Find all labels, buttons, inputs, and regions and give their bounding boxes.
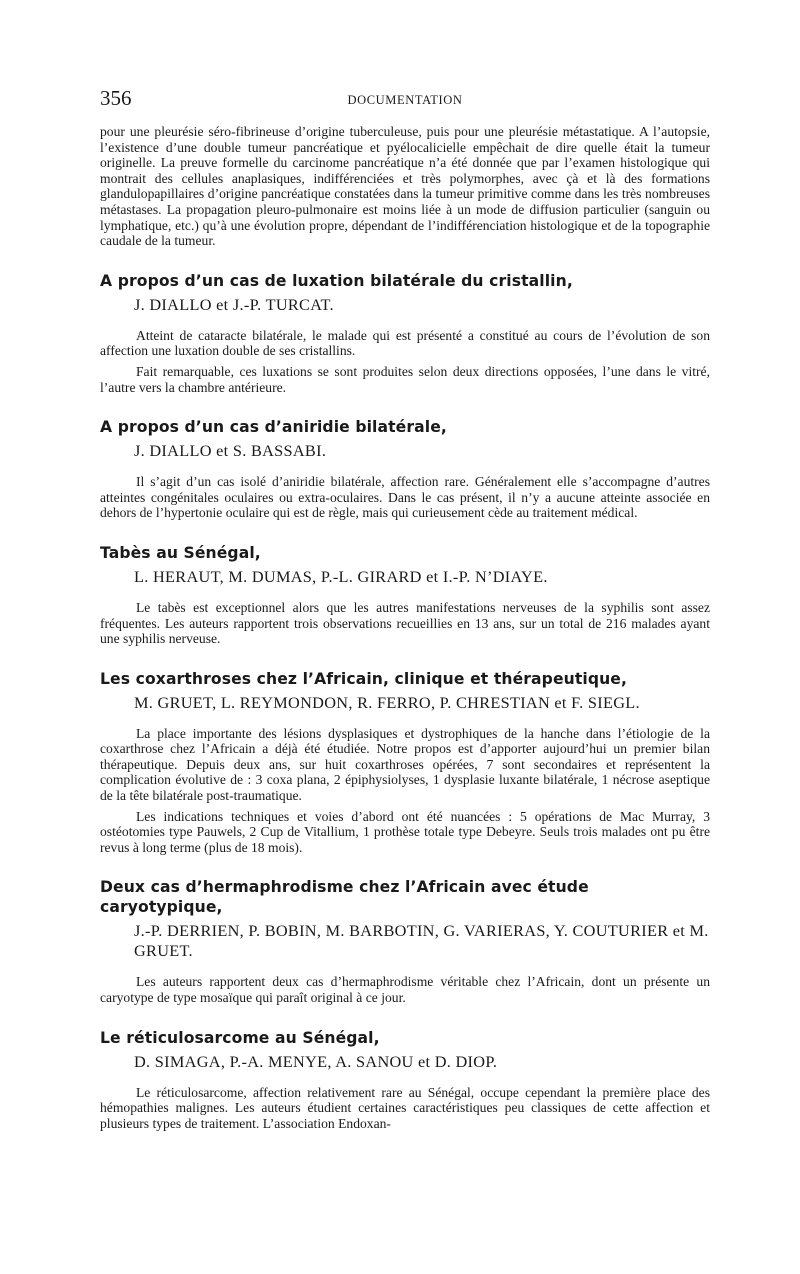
article-authors: D. SIMAGA, P.-A. MENYE, A. SANOU et D. DIOP. [134, 1051, 498, 1071]
article-title: Le réticulosarcome au Sénégal, [100, 1028, 380, 1047]
article-title: Deux cas d’hermaphrodisme chez l’Africain avec étude caryotypique, [100, 878, 589, 917]
article-4 [100, 669, 710, 856]
article-title: Tabès au Sénégal, [100, 543, 261, 562]
article-paragraph: Il s’agit d’un cas isolé d’aniridie bilatérale, affection rare. Généralement elle s’accompagne d’autres atteintes congénitales oculaires ou extra-oculaires. Dans le cas présent, il n’y a aucune atteinte associée en dehors de l’hypertonie oculaire qui est de règle, mais qui curieusement cède au traitement médical. [100, 474, 710, 521]
article-title: Les coxarthroses chez l’Africain, clinique et thérapeutique, [100, 669, 627, 688]
article-3 [100, 543, 710, 647]
article-title: A propos d’un cas d’aniridie bilatérale, [100, 418, 447, 437]
article-authors: J. DIALLO et S. BASSABI. [134, 441, 327, 461]
page-content [100, 124, 710, 1131]
running-head: DOCUMENTATION [347, 93, 463, 107]
article-authors: J. DIALLO et J.-P. TURCAT. [134, 294, 334, 314]
page-header [100, 86, 710, 114]
article-2 [100, 417, 710, 521]
page-number: 356 [100, 86, 132, 110]
article-paragraph: Fait remarquable, ces luxations se sont produites selon deux directions opposées, l’une dans le vitré, l’autre vers la chambre antérieure. [100, 363, 710, 395]
article-authors: M. GRUET, L. REYMONDON, R. FERRO, P. CHRESTIAN et F. SIEGL. [134, 692, 640, 712]
article-authors: L. HERAUT, M. DUMAS, P.-L. GIRARD et I.-P. N’DIAYE. [134, 566, 548, 586]
article-paragraph: Le tabès est exceptionnel alors que les autres manifestations nerveuses de la syphilis sont assez fréquentes. Les auteurs rapportent trois observations recueillies en 13 ans, sur un total de 216 malades ayant une syphilis nerveuse. [100, 599, 710, 647]
article-5 [100, 877, 710, 1005]
article-6 [100, 1028, 710, 1132]
article-title: A propos d’un cas de luxation bilatérale du cristallin, [100, 271, 573, 290]
article-1 [100, 271, 710, 395]
article-authors: J.-P. DERRIEN, P. BOBIN, M. BARBOTIN, G. VARIERAS, Y. COUTURIER et M. GRUET. [134, 921, 709, 961]
article-paragraph: Atteint de cataracte bilatérale, le malade qui est présenté a constitué au cours de l’évolution de son affection une luxation double de ses cristallins. [100, 327, 710, 359]
article-paragraph: Le réticulosarcome, affection relativement rare au Sénégal, occupe cependant la première place des hémopathies malignes. Les auteurs étudient certaines caractéristiques peu classiques de cette affection et plusieurs types de traitement. L’association Endoxan- [100, 1084, 710, 1131]
article-paragraph: Les indications techniques et voies d’abord ont été nuancées : 5 opérations de Mac Murray, 3 ostéotomies type Pauwels, 2 Cup de Vitallium, 1 prothèse totale type Debeyre. Seuls trois malades ont pu être revus à long terme (plus de 18 mois). [100, 808, 710, 855]
article-paragraph: Les auteurs rapportent deux cas d’hermaphrodisme véritable chez l’Africain, dont un présente un caryotype de type mosaïque qui paraît original à ce jour. [100, 974, 710, 1006]
article-paragraph: La place importante des lésions dysplasiques et dystrophiques de la hanche dans l’étiologie de la coxarthrose chez l’Africain a déjà été étudiée. Notre propos est d’apporter aujourd’hui un premier bilan thérapeutique. Depuis deux ans, sur huit coxarthroses opérées, 7 sont secondaires et représentent la complication évolutive de : 3 coxa plana, 2 épiphysiolyses, 1 dysplasie luxante bilatérale, 1 nécrose aseptique de la tête bilatérale post-traumatique. [100, 725, 710, 804]
continued-paragraph: pour une pleurésie séro-fibrineuse d’origine tuberculeuse, puis pour une pleurésie métastatique. A l’autopsie, l’existence d’une double tumeur pancréatique et pyélocalicielle empêchait de dire quelle était la tumeur originelle. La preuve formelle du carcinome pancréatique n’a été donnée que par l’examen histologique qui montrait des cellules anaplasiques, indifférenciées et très polymorphes, avec çà et là des formations glandulopapillaires d’origine pancréatique constatées dans la tumeur primitive comme dans les très nombreuses métastases. La propagation pleuro-pulmonaire est moins liée à un mode de diffusion particulier (sanguin ou lymphatique, etc.) qu’à une évolution propre, dépendant de l’indifférenciation histologique et de la topographie caudale de la tumeur. [100, 124, 710, 249]
